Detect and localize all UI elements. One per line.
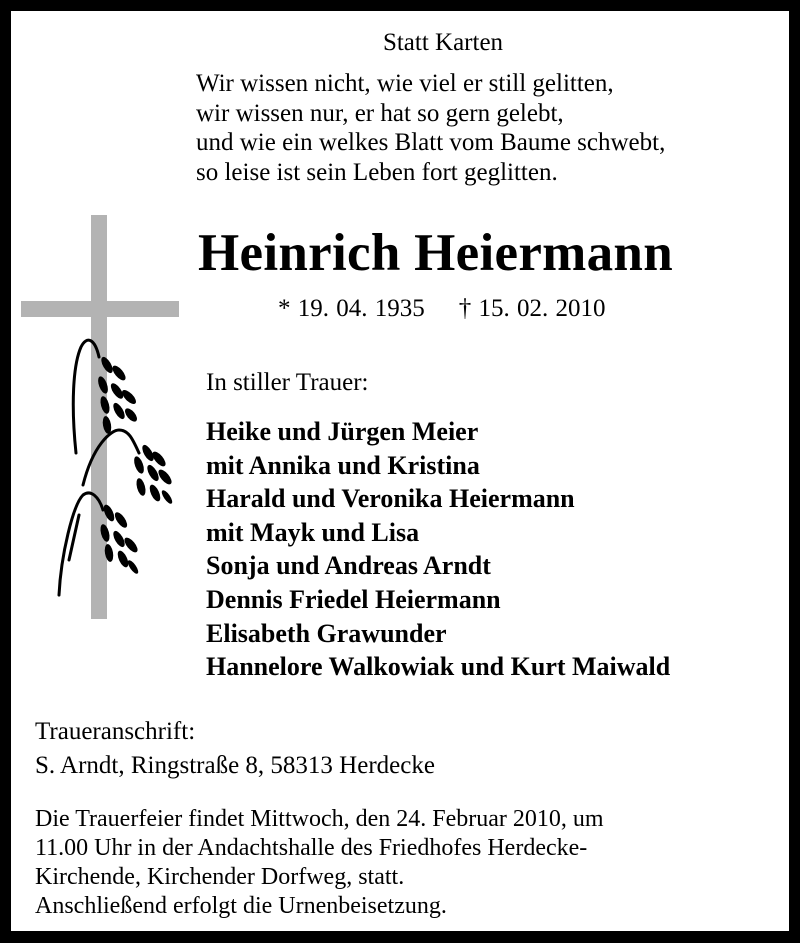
mourners-list xyxy=(206,415,670,684)
obituary-notice xyxy=(11,11,789,931)
poem-line: so leise ist sein Leben fort geglitten. xyxy=(196,158,558,186)
mourner: Hannelore Walkowiak und Kurt Maiwald xyxy=(206,652,671,682)
birth-symbol: * xyxy=(278,295,291,322)
mourner: Harald und Veronika Heiermann xyxy=(206,484,575,514)
header-title: Statt Karten xyxy=(382,29,504,56)
mourner: Elisabeth Grawunder xyxy=(206,618,447,648)
ceremony-line: Anschließend erfolgt die Urnenbeisetzung. xyxy=(35,893,447,919)
mourning-address xyxy=(35,715,435,783)
address-value: S. Arndt, Ringstraße 8, 58313 Herdecke xyxy=(35,752,435,779)
ceremony-info xyxy=(35,805,604,921)
ceremony-line: Kirchende, Kirchender Dorfweg, statt. xyxy=(35,864,405,890)
poem xyxy=(196,69,665,187)
death-cross-icon: † xyxy=(458,295,472,322)
birth-date: 19. 04. 1935 xyxy=(297,295,425,322)
poem-line: wir wissen nur, er hat so gern gelebt, xyxy=(196,99,564,127)
mourner: Heike und Jürgen Meier xyxy=(206,417,479,446)
ceremony-line: Die Trauerfeier findet Mittwoch, den 24. Februar 2010, um xyxy=(35,806,604,832)
poem-line: Wir wissen nicht, wie viel er still gelitten, xyxy=(196,70,614,97)
mourner: Sonja und Andreas Arndt xyxy=(206,551,491,581)
deceased-name: Heinrich Heiermann xyxy=(198,224,673,282)
mourner: mit Mayk und Lisa xyxy=(206,517,420,547)
mourner: mit Annika und Kristina xyxy=(206,450,480,480)
mourner: Dennis Friedel Heiermann xyxy=(206,584,501,614)
address-label: Traueranschrift: xyxy=(35,718,196,745)
death-date: 15. 02. 2010 xyxy=(478,295,606,322)
life-dates xyxy=(278,295,606,323)
poem-line: und wie ein welkes Blatt vom Baume schwebt, xyxy=(196,129,666,156)
mourning-label: In stiller Trauer: xyxy=(206,369,369,396)
ceremony-line: 11.00 Uhr in der Andachtshalle des Friedhofes Herdecke- xyxy=(35,835,588,861)
cross-with-wheat-icon xyxy=(21,215,181,619)
